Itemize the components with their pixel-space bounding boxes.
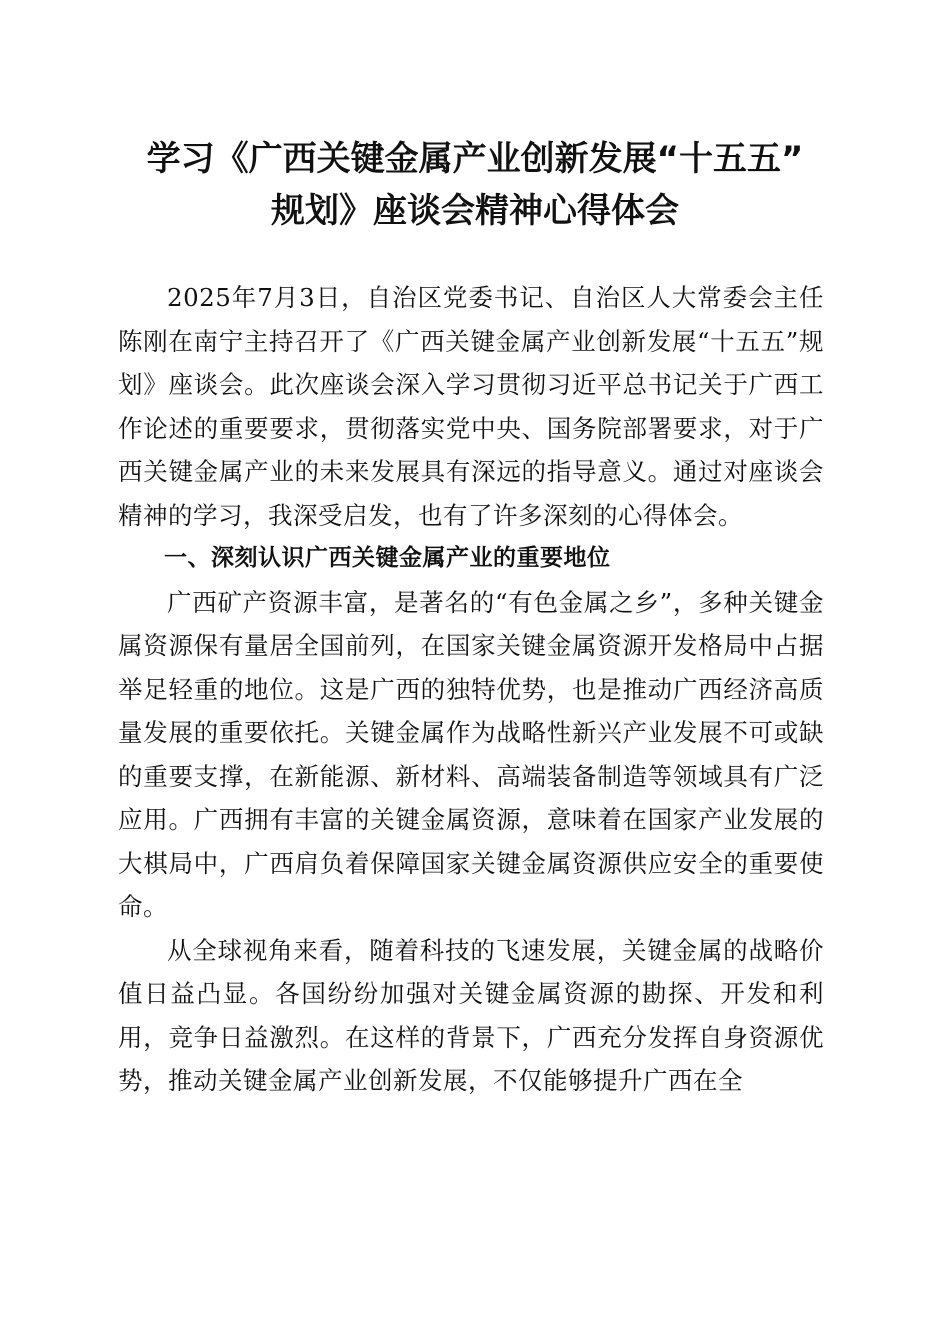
body-paragraph-2: 从全球视角来看，随着科技的飞速发展，关键金属的战略价值日益凸显。各国纷纷加强对关键金属资源的勘探、开发和利用，竞争日益激烈。在这样的背景下，广西充分发挥自身资源优势，推动关键金属产业创新发展，不仅能够提升广西在全 — [118, 935, 824, 1095]
title-line-2: 规划》座谈会精神心得体会 — [271, 191, 679, 231]
section-heading-1: 一、深刻认识广西关键金属产业的重要地位 — [164, 545, 611, 571]
document-body — [118, 276, 824, 1103]
body-paragraph-1: 广西矿产资源丰富，是著名的“有色金属之乡”，多种关键金属资源保有量居全国前列，在国家关键金属资源开发格局中占据举足轻重的地位。这是广西的独特优势，也是推动广西经济高质量发展的重要依托。关键金属作为战略性新兴产业发展不可或缺的重要支撑，在新能源、新材料、高端装备制造等领域具有广泛应用。广西拥有丰富的关键金属资源，意味着在国家产业发展的大棋局中，广西肩负着保障国家关键金属资源供应安全的重要使命。 — [118, 587, 824, 921]
document-title — [118, 133, 832, 237]
intro-paragraph: 2025年7月3日，自治区党委书记、自治区人大常委会主任陈刚在南宁主持召开了《广西关键金属产业创新发展“十五五”规划》座谈会。此次座谈会深入学习贯彻习近平总书记关于广西工作论述的重要要求，贯彻落实党中央、国务院部署要求，对于广西关键金属产业的未来发展具有深远的指导意义。通过对座谈会精神的学习，我深受启发，也有了许多深刻的心得体会。 — [118, 283, 824, 530]
title-line-1: 学习《广西关键金属产业创新发展“十五五” — [146, 139, 804, 179]
